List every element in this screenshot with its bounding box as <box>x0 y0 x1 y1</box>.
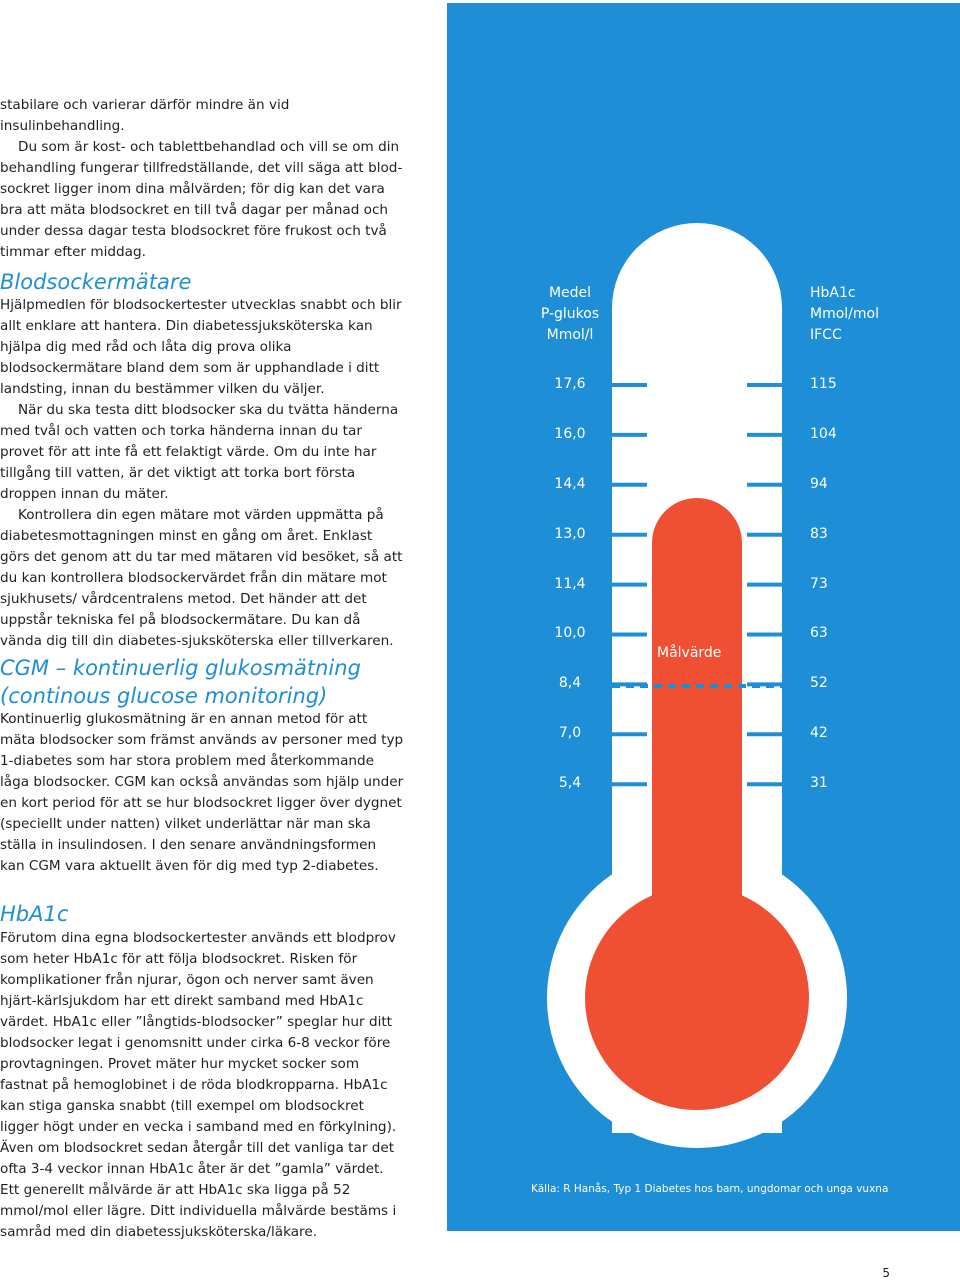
right-value: 42 <box>810 725 828 741</box>
right-value: 52 <box>810 675 828 691</box>
section-cgm <box>0 709 405 877</box>
heading-cgm-line-2: (continous glucose monitoring) <box>0 684 328 708</box>
left-header-line-2: P-glukos <box>540 306 600 322</box>
heading-blodsockermatare: Blodsockermätare <box>0 270 192 294</box>
left-value: 5,4 <box>558 775 582 791</box>
left-header-line-1: Medel <box>548 285 592 301</box>
left-value: 13,0 <box>554 526 586 542</box>
section-hba1c <box>0 928 405 1243</box>
left-scale-header <box>520 283 620 346</box>
left-value: 17,6 <box>554 376 586 392</box>
left-header-line-3: Mmol/l <box>546 327 594 343</box>
right-value: 104 <box>810 426 837 442</box>
page-number: 5 <box>882 1266 890 1280</box>
right-header-line-3: IFCC <box>810 327 842 343</box>
intro-text <box>0 95 405 263</box>
thermometer-bulb-mercury <box>585 886 809 1110</box>
left-value: 7,0 <box>558 725 582 741</box>
right-header-line-2: Mmol/mol <box>810 306 879 322</box>
right-value: 63 <box>810 625 828 641</box>
right-value: 115 <box>810 376 837 392</box>
heading-cgm <box>0 654 405 710</box>
cgm-paragraph-1: Kontinuerlig glukosmätning är en annan metod för att mäta blodsocker som främst används av personer med typ 1-diabetes som har stora problem med återkommande låga blodsocker. CGM kan också användas som hjälp under en kort period för att se hur blodsockret ligger över dygnet (speciellt under natten) vilket underlättar när man ska ställa in insulindosen. I den senare användningsformen kan CGM vara aktuellt även för dig med typ 2-diabetes. <box>0 711 404 874</box>
right-scale-header <box>810 283 879 346</box>
right-value: 94 <box>810 476 828 492</box>
right-value: 73 <box>810 576 828 592</box>
blodsockermatare-paragraph-3: Kontrollera din egen mätare mot värden uppmätta på diabetesmottagningen minst en gång om året. Enklast görs det genom att du tar med mätaren vid besöket, så att du kan kontrollera blodsockervärdet från din mätare mot sjukhusets/ vårdcentralens metod. Det händer att det uppstår tekniska fel på blodsockermätare. Du kan då vända dig till din diabetes-sjuksköterska eller tillverkaren. <box>0 507 403 649</box>
left-value: 14,4 <box>554 476 586 492</box>
right-header-line-1: HbA1c <box>810 285 856 301</box>
heading-cgm-line-1: CGM – kontinuerlig glukosmätning <box>0 656 361 680</box>
intro-paragraph-1: stabilare och varierar därför mindre än vid insulinbehandling. <box>0 97 290 134</box>
right-value: 83 <box>810 526 828 542</box>
blodsockermatare-paragraph-2: När du ska testa ditt blodsocker ska du tvätta händerna med tvål och vatten och torka händerna innan du tar provet för att inte få ett felaktigt värde. Om du inte har tillgång till vatten, är det viktigt att torka bort första droppen innan du mäter. <box>0 402 399 502</box>
target-label: Målvärde <box>657 645 722 661</box>
left-value: 8,4 <box>558 675 582 691</box>
thermometer-graphic <box>447 3 960 1231</box>
hba1c-paragraph-1: Förutom dina egna blodsockertester används ett blodprov som heter HbA1c för att följa blodsockret. Risken för komplikationer från njurar, ögon och nerver samt även hjärt-kärlsjukdom har ett direkt samband med HbA1c värdet. HbA1c eller ”långtids-blodsocker” speglar hur ditt blodsocker legat i genomsnitt under cirka 6-8 veckor före provtagningen. Provet mäter hur mycket socker som fastnat på hemoglobinet i de röda blodkropparna. HbA1c kan stiga ganska snabbt (till exempel om blodsockret ligger högt under en vecka i samband med en förkylning). Även om blodsockret sedan återgår till det vanliga tar det ofta 3-4 veckor innan HbA1c åter är det ”gamla” värdet. Ett generellt målvärde är att HbA1c ska ligga på 52 mmol/mol eller lägre. Ditt individuella målvärde bestäms i samråd med din diabetessjuksköterska/läkare. <box>0 930 397 1240</box>
intro-paragraph-2: Du som är kost- och tablettbehandlad och vill se om din behandling fungerar tillfredställande, det vill säga att blod-sockret ligger inom dina målvärden; för dig kan det vara bra att mäta blodsockret en till två dagar per månad och under dessa dagar testa blodsockret före frukost och två timmar efter middag. <box>0 139 403 260</box>
right-value: 31 <box>810 775 828 791</box>
left-value: 11,4 <box>554 576 586 592</box>
heading-hba1c: HbA1c <box>0 902 69 926</box>
section-blodsockermatare <box>0 295 405 652</box>
blodsockermatare-paragraph-1: Hjälpmedlen för blodsockertester utvecklas snabbt och blir allt enklare att hantera. Din diabetessjuksköterska kan hjälpa dig med råd och låta dig prova olika blodsockermätare bland dem som är upphandlade i ditt landsting, innan du bestämmer vilken du väljer. <box>0 297 402 397</box>
thermometer-panel <box>447 3 960 1231</box>
left-value: 10,0 <box>554 625 586 641</box>
source-caption: Källa: R Hanås, Typ 1 Diabetes hos barn, ungdomar och unga vuxna <box>531 1183 889 1195</box>
left-value: 16,0 <box>554 426 586 442</box>
